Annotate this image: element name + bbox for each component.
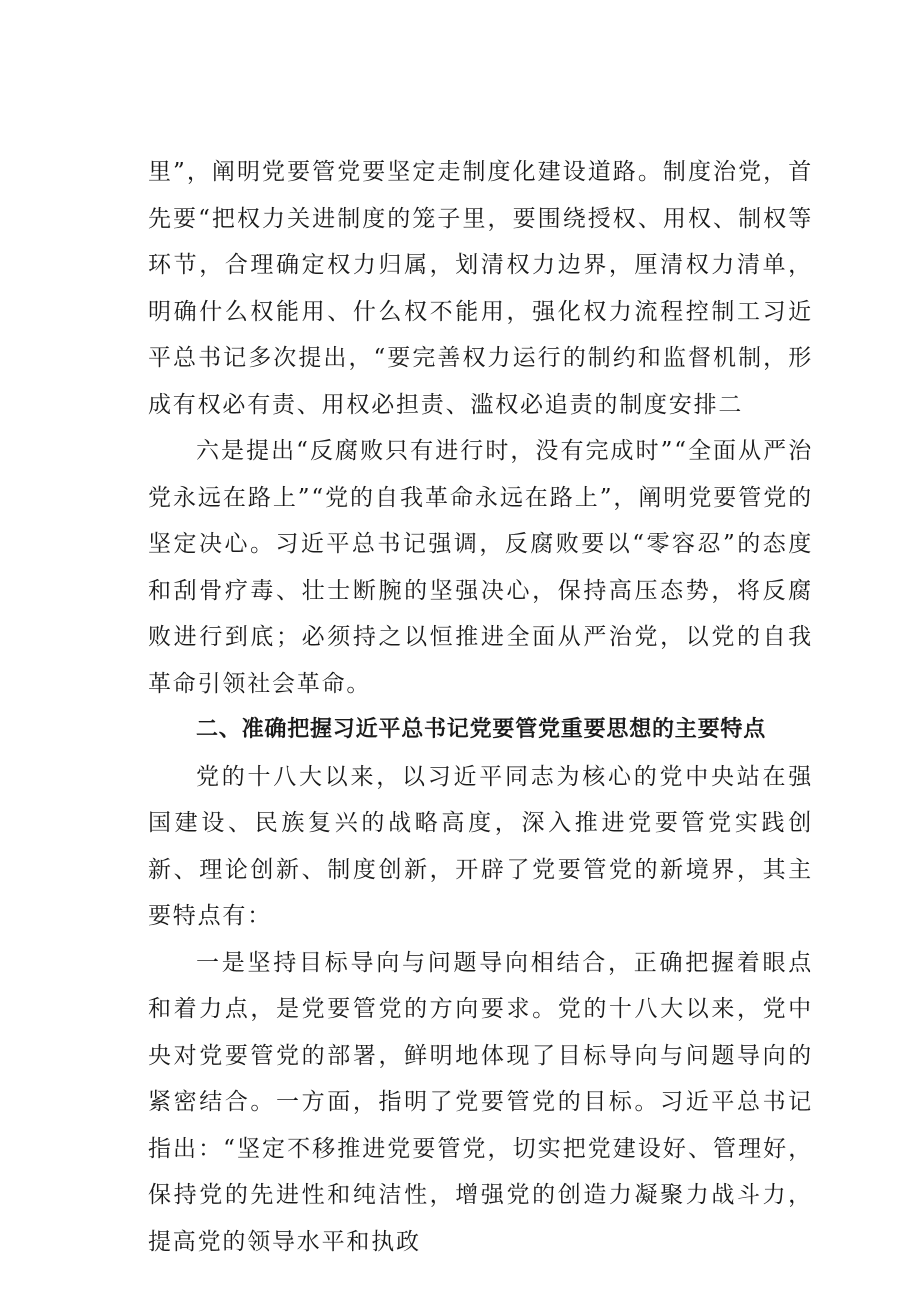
body-paragraph: 里”，阐明党要管党要坚定走制度化建设道路。制度治党，首先要“把权力关进制度的笼子里，要围绕授权、用权、制权等环节，合理确定权力归属，划清权力边界，厘清权力清单，明确什么权能用、什么权不能用，强化权力流程控制工习近平总书记多次提出，“要完善权力运行的制约和监督机制，形成有权必有责、用权必担责、滥权必追责的制度安排二 — [148, 159, 813, 418]
section-heading: 二、准确把握习近平总书记党要管党重要思想的主要特点 — [196, 717, 767, 742]
body-paragraph: 党的十八大以来，以习近平同志为核心的党中央站在强国建设、民族复兴的战略高度，深入推进党要管党实践创新、理论创新、制度创新，开辟了党要管党的新境界，其主要特点有： — [148, 763, 813, 929]
document-page — [148, 149, 813, 1265]
body-paragraph: 一是坚持目标导向与问题导向相结合，正确把握着眼点和着力点，是党要管党的方向要求。党的十八大以来，党中央对党要管党的部署，鲜明地体现了目标导向与问题导向的紧密结合。一方面，指明了党要管党的目标。习近平总书记指出：“坚定不移推进党要管党，切实把党建设好、管理好，保持党的先进性和纯洁性，增强党的创造力凝聚力战斗力，提高党的领导水平和执政 — [148, 949, 813, 1255]
body-paragraph: 六是提出“反腐败只有进行时，没有完成时”“全面从严治党永远在路上”“党的自我革命永远在路上”，阐明党要管党的坚定决心。习近平总书记强调，反腐败要以“零容忍”的态度和刮骨疗毒、壮士断腕的坚强决心，保持高压态势，将反腐败进行到底；必须持之以恒推进全面从严治党，以党的自我革命引领社会革命。 — [148, 438, 813, 697]
